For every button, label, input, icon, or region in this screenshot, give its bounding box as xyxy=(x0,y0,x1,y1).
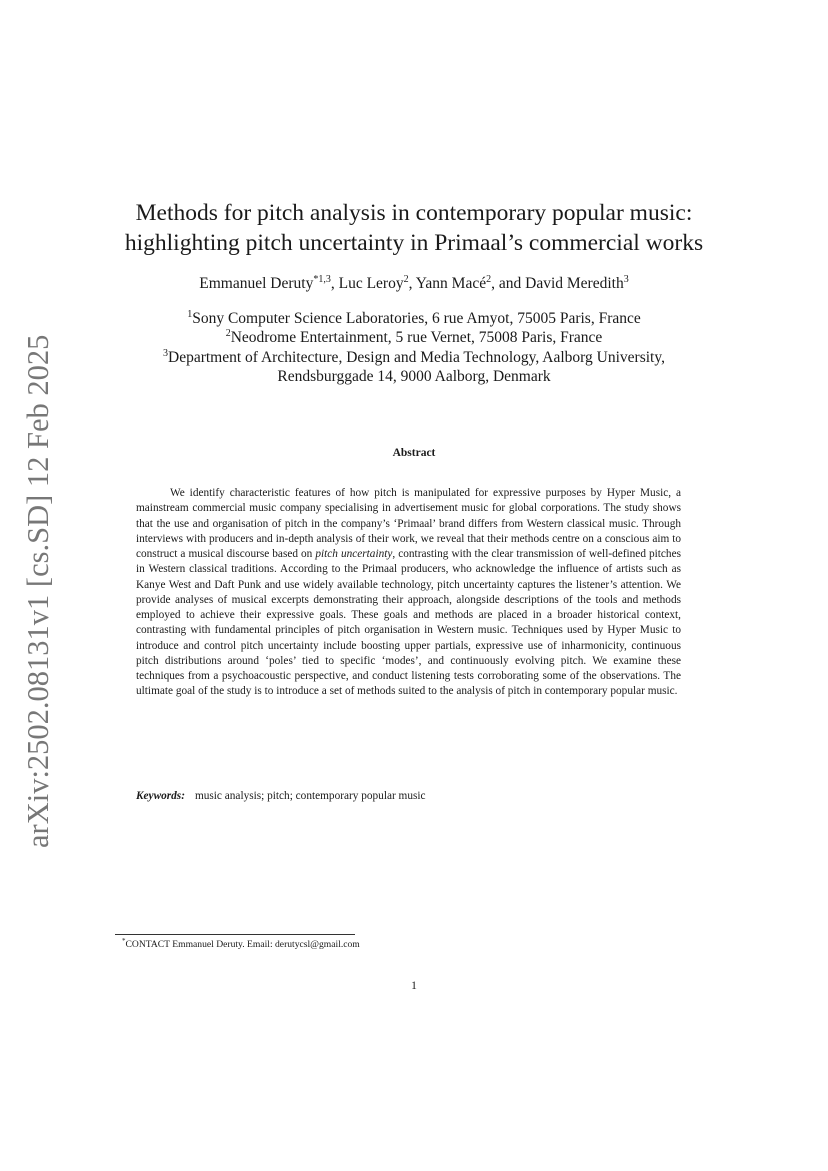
affiliation-text: Department of Architecture, Design and Media Technology, Aalborg University, xyxy=(168,348,665,366)
author-separator: , xyxy=(408,275,416,292)
abstract-text: We identify characteristic features of how pitch is manipulated for expressive purposes by Hyper Music, a mainstream commercial music company specialising in advertisement music for global corporations. The study shows that the use and organisation of pitch in the company’s ‘Primaal’ brand differs from Western classical music. Through interviews with producers and in-depth analysis of their work, we reveal that their methods centre on a conscious aim to construct a musical discourse based on xyxy=(136,487,681,560)
affiliation-list xyxy=(60,309,768,386)
author-name: Luc Leroy xyxy=(338,275,404,292)
arxiv-identifier-stamp: arXiv:2502.08131v1 [cs.SD] 12 Feb 2025 xyxy=(21,334,55,848)
keywords-text: music analysis; pitch; contemporary popular music xyxy=(194,790,426,802)
author-affiliation-mark: *1,3 xyxy=(313,273,331,285)
paper-title xyxy=(60,198,768,258)
page-number: 1 xyxy=(411,980,417,992)
keywords-line xyxy=(136,790,426,802)
contact-footnote xyxy=(122,936,360,950)
keywords-label: Keywords: xyxy=(136,790,185,802)
abstract-body xyxy=(136,486,681,700)
affiliation-text: Neodrome Entertainment, 5 rue Vernet, 75008 Paris, France xyxy=(230,329,603,347)
abstract-heading: Abstract xyxy=(392,447,436,459)
footnote-divider xyxy=(115,934,355,935)
footnote-text: CONTACT Emmanuel Deruty. Email: derutycsl@gmail.com xyxy=(125,939,360,950)
abstract-emphasis: pitch uncertainty xyxy=(315,548,393,560)
abstract-text: , contrasting with the clear transmission of well-defined pitches in Western classical traditions. According to the Primaal producers, who acknowledge the influence of artists such as Kanye West and Daft Punk and use widely available technology, pitch uncertainty captures the listener’s attention. We provide analyses of musical excerpts demonstrating their approach, alongside descriptions of the tools and methods employed to achieve their expressive goals. These goals and methods are placed in a broader historical context, contrasting with fundamental principles of pitch organisation in Western music. Techniques used by Hyper Music to introduce and control pitch uncertainty include boosting upper partials, expressive use of inharmonicity, continuous pitch distributions around ‘poles’ tied to specific ‘modes’, and continuously evolving pitch. We examine these techniques from a psychoacoustic perspective, and conduct listening tests corroborating some of the observations. The ultimate goal of the study is to introduce a set of methods suited to the analysis of pitch in contemporary popular music. xyxy=(136,548,681,698)
author-name: Emmanuel Deruty xyxy=(199,275,314,292)
affiliation-mark: 1 xyxy=(187,308,193,320)
affiliation-mark: 2 xyxy=(225,328,231,340)
author-separator: , and xyxy=(491,275,526,292)
affiliation-line xyxy=(60,367,768,386)
title-line-2: highlighting pitch uncertainty in Primaal’s commercial works xyxy=(124,230,704,256)
affiliation-text: Sony Computer Science Laboratories, 6 rue Amyot, 75005 Paris, France xyxy=(192,310,641,327)
author-affiliation-mark: 3 xyxy=(623,273,629,285)
affiliation-line xyxy=(60,328,768,347)
affiliation-line xyxy=(60,348,768,367)
author-name: David Meredith xyxy=(525,275,624,292)
author-separator: , xyxy=(330,275,339,292)
affiliation-mark: 3 xyxy=(163,347,169,359)
footnote-mark: * xyxy=(122,936,126,945)
author-affiliation-mark: 2 xyxy=(403,273,409,285)
author-name: Yann Macé xyxy=(415,275,487,292)
title-line-1: Methods for pitch analysis in contemporary popular music: xyxy=(135,200,693,226)
author-list xyxy=(60,274,768,294)
affiliation-line xyxy=(60,309,768,328)
author-affiliation-mark: 2 xyxy=(486,273,492,285)
affiliation-text: Rendsburggade 14, 9000 Aalborg, Denmark xyxy=(277,367,551,385)
